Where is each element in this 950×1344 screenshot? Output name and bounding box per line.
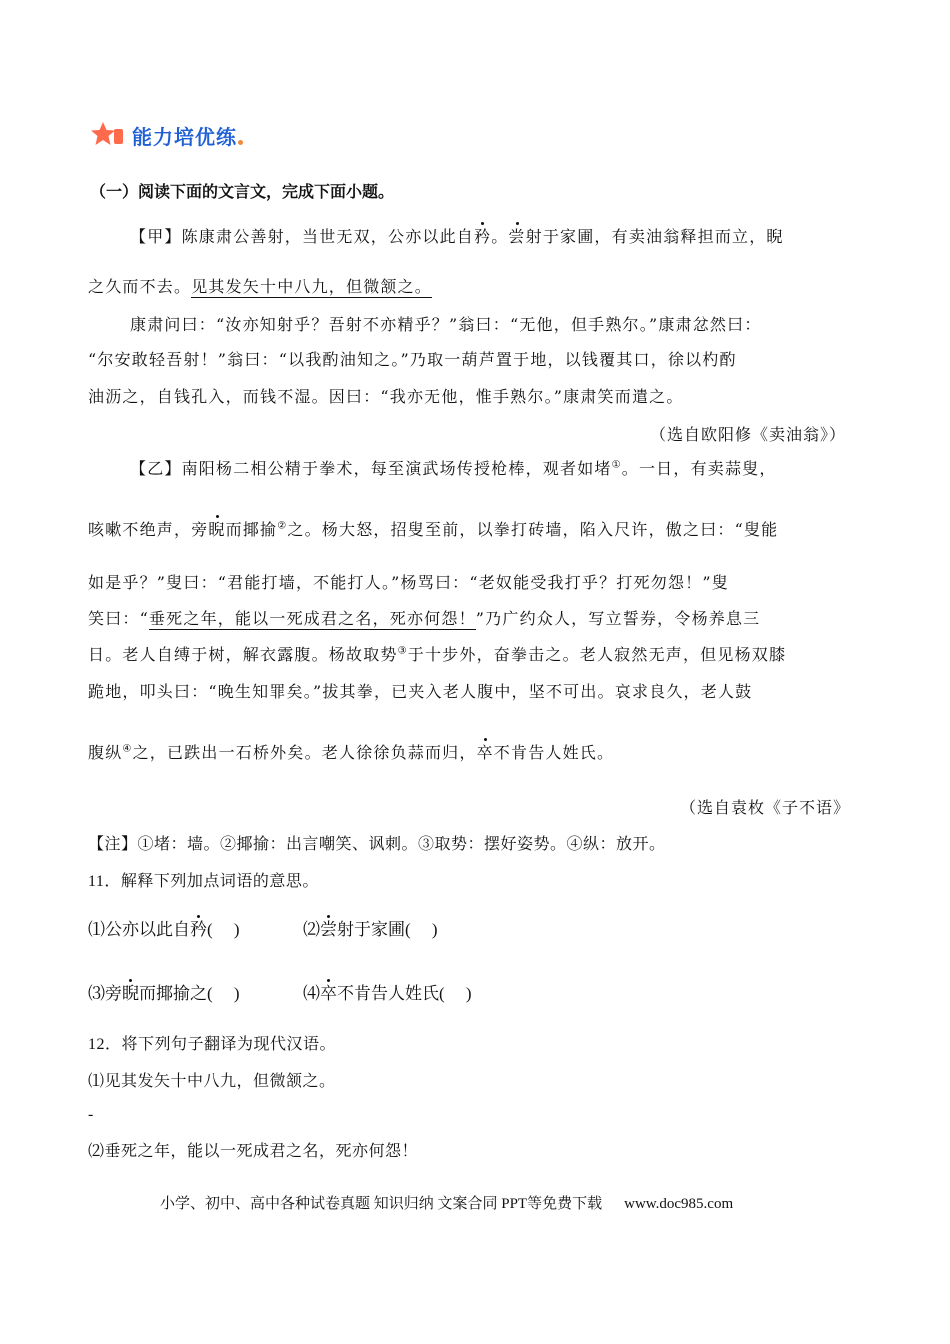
jia-source: （选自欧阳修《卖油翁》）	[650, 425, 847, 444]
footer-text: 小学、初中、高中各种试卷真题 知识归纳 文案合同 PPT等免费下载	[160, 1196, 603, 1212]
q12-stem: 12．将下列句子翻译为现代汉语。	[88, 1036, 337, 1053]
emphasized-char: 卒	[320, 984, 337, 1003]
yi-line-1: 【乙】南阳杨二相公精于拳术，每至演武场传授枪棒，观者如堵①。一日，有卖蒜叟，	[130, 459, 777, 478]
emphasized-char: 矜	[474, 227, 492, 246]
yi-line-3: 如是乎？”叟曰：“君能打墙，不能打人。”杨骂曰：“老奴能受我打乎？打死勿怨！”叟	[88, 573, 729, 592]
header-title: 能力培优练	[132, 124, 237, 149]
yi-source: （选自袁枚《子不语》	[680, 798, 851, 817]
emphasized-char: 矜	[190, 920, 207, 939]
section-title: （一）阅读下面的文言文，完成下面小题。	[90, 182, 395, 201]
yi-line-5: 日。老人自缚于树，解衣露腹。杨故取势③于十步外，奋拳击之。老人寂然无声，但见杨双膝	[88, 645, 787, 664]
emphasized-char: 尝	[508, 227, 526, 246]
page-footer	[160, 1192, 733, 1213]
q12-sentence-2: ⑵垂死之年，能以一死成君之名，死亦何怨！	[88, 1143, 419, 1160]
q11-item-3: ⑶旁睨而揶揄之( )	[88, 984, 240, 1003]
q11-item-4: ⑷卒不肯告人姓氏( )	[303, 984, 472, 1003]
annotation-note: 【注】①堵：墙。②揶揄：出言嘲笑、讽刺。③取势：摆好姿势。④纵：放开。	[88, 836, 666, 853]
star-icon	[90, 120, 126, 150]
emphasized-char: 睨	[208, 520, 226, 539]
underlined-sentence: 见其发矢十中八九，但微颔之。	[191, 277, 433, 296]
footer-link[interactable]: www.doc985.com	[624, 1196, 734, 1212]
emphasized-char: 尝	[320, 920, 337, 939]
underlined-sentence: 垂死之年，能以一死成君之名，死亦何怨！	[148, 609, 476, 628]
yi-line-6: 跪地，叩头曰：“晚生知罪矣。”拔其拳，已夹入老人腹中，坚不可出。哀求良久，老人鼓	[88, 682, 753, 701]
jia-line-4: “尔安敢轻吾射！”翁曰：“以我酌油知之。”乃取一葫芦置于地，以钱覆其口，徐以杓酌	[88, 350, 737, 369]
emphasized-char: 睨	[122, 984, 139, 1003]
yi-line-7: 腹纵④之，已跌出一石桥外矣。老人徐徐负蒜而归，卒不肯告人姓氏。	[88, 743, 615, 762]
q11-item-2: ⑵尝射于家圃( )	[303, 920, 438, 939]
answer-dash: -	[88, 1106, 94, 1123]
yi-line-2: 咳嗽不绝声，旁睨而揶揄②之。杨大怒，招叟至前，以拳打砖墙，陷入尺许，傲之曰：“叟能	[88, 520, 779, 539]
jia-line-1: 【甲】陈康肃公善射，当世无双，公亦以此自矜。尝射于家圃，有卖油翁释担而立，睨	[130, 227, 784, 246]
q12-sentence-1: ⑴见其发矢十中八九，但微颔之。	[88, 1073, 336, 1090]
q11-stem: 11．解释下列加点词语的意思。	[88, 873, 319, 890]
section-header	[90, 118, 243, 152]
jia-line-3: 康肃问曰：“汝亦知射乎？吾射不亦精乎？”翁曰：“无他，但手熟尔。”康肃忿然曰：	[130, 315, 762, 334]
q11-item-1: ⑴公亦以此自矜( )	[88, 920, 240, 939]
jia-line-2: 之久而不去。见其发矢十中八九，但微颔之。	[88, 277, 433, 296]
yi-line-4: 笑曰：“垂死之年，能以一死成君之名，死亦何怨！”乃广约众人，写立誓券，令杨养息三	[88, 609, 761, 628]
emphasized-char: 卒	[476, 743, 494, 762]
jia-line-5: 油沥之，自钱孔入，而钱不湿。因曰：“我亦无他，惟手熟尔。”康肃笑而遣之。	[88, 387, 684, 406]
header-dot	[238, 140, 243, 145]
